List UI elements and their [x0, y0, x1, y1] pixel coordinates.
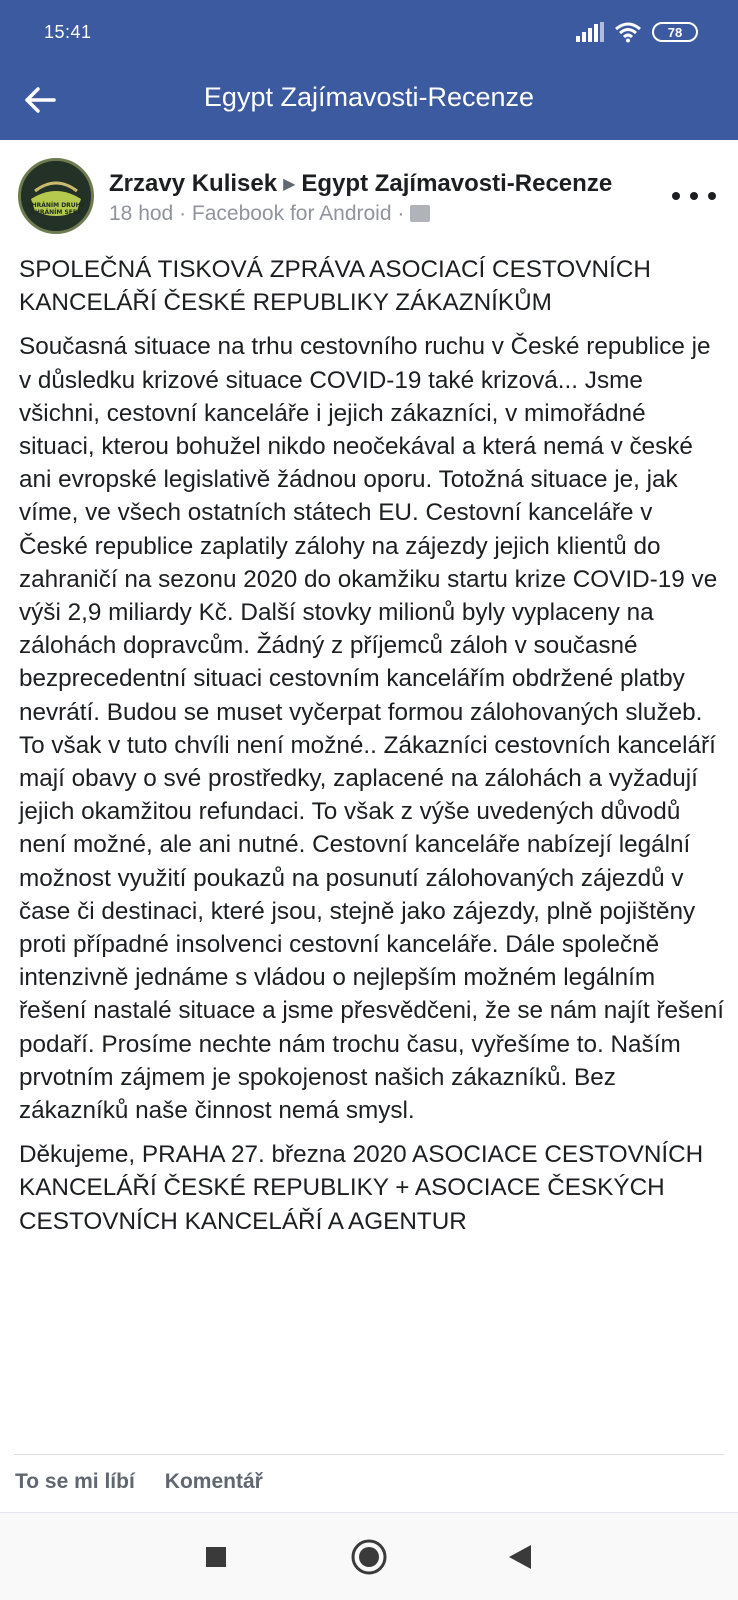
circle-icon: [350, 1538, 388, 1576]
app-bar: [0, 70, 738, 130]
signal-icon: [576, 22, 604, 42]
dot-icon: [690, 192, 698, 200]
avatar[interactable]: [18, 158, 94, 234]
system-nav-bar: [0, 1512, 738, 1600]
post-meta-text: 18 hod · Facebook for Android ·: [109, 202, 405, 225]
post-content: [19, 253, 725, 1249]
status-bar: [0, 0, 738, 60]
more-options-button[interactable]: [672, 184, 716, 208]
post-closing: Děkujeme, PRAHA 27. března 2020 ASOCIACE CESTOVNÍCH KANCELÁŘÍ ČESKÉ REPUBLIKY + ASOCIACE ČESKÝCH CESTOVNÍCH KANCELÁŘÍ A AGENTUR: [19, 1141, 704, 1235]
post-headline: SPOLEČNÁ TISKOVÁ ZPRÁVA ASOCIACÍ CESTOVNÍCH KANCELÁŘÍ ČESKÉ REPUBLIKY ZÁKAZNÍKŮM: [19, 256, 651, 317]
post-actions: [15, 1470, 263, 1504]
comment-button[interactable]: Komentář: [164, 1470, 263, 1493]
avatar-image: [21, 161, 91, 231]
post-meta: [109, 202, 430, 226]
like-button[interactable]: To se mi líbí: [15, 1470, 135, 1493]
caret-right-icon: ▶: [283, 176, 296, 193]
audience-icon: [410, 205, 430, 222]
post-header: [0, 140, 738, 240]
triangle-back-icon: [507, 1543, 533, 1571]
dot-icon: [708, 192, 716, 200]
post-body-text: Současná situace na trhu cestovního ruchu v České republice je v důsledku krizové situace COVID-19 také krizová... Jsme všichni, cestovní kanceláře i jejich zákazníci, v mimořádné situaci, kterou bohužel nikdo neočekával a která nemá v české ani evropské legislativě žádnou oporu. Totožná situace je, jak víme, ve všech ostatních státech EU. Cestovní kanceláře v České republice zaplatily zálohy na zájezdy jejich klientů do zahraničí na sezonu 2020 do okamžiku startu krize COVID-19 ve výši 2,9 miliardy Kč. Další stovky milionů byly vyplaceny na zálohách dopravcům. Žádný z příjemců záloh v současné bezprecedentní situaci cestovním kancelářím obdržené platby nevrátí. Budou se muset vyčerpat formou zálohovaných služeb. To však v tuto chvíli není možné.. Zákazníci cestovních kanceláří mají obavy o své prostředky, zaplacené na zálohách a vyžadují jejich okamžitou refundaci. To však z výše uvedených důvodů není možné, ale ani nutné. Cestovní kanceláře nabízejí legální možnost využití poukazů na posunutí zálohovaných zájezdů v čase či destinaci, které jsou, stejně jako zájezdy, plně pojištěny proti případné insolvenci cestovní kanceláře. Dále společně intenzivně jednáme s vládou o nejlepším možném legálním řešení nastalé situace a jsme přesvědčeni, že se nám najít řešení podaří. Prosíme nechte nám trochu času, vyřešíme to. Naším prvotním zájmem je spokojenost našich zákazníků. Bez zákazníků naše činnost nemá smysl.: [19, 333, 724, 1125]
author-name[interactable]: Zrzavy Kulisek: [109, 170, 278, 197]
group-name[interactable]: Egypt Zajímavosti-Recenze: [301, 170, 613, 197]
home-button[interactable]: [347, 1535, 391, 1579]
author-line: [109, 170, 612, 198]
dot-icon: [672, 192, 680, 200]
page-title: Egypt Zajímavosti-Recenze: [203, 82, 535, 112]
recents-button[interactable]: [194, 1535, 238, 1579]
square-icon: [204, 1545, 228, 1569]
battery-icon: 78: [652, 22, 698, 42]
svg-text:CHRÁNÍM SEBE: CHRÁNÍM SEBE: [30, 209, 82, 216]
divider: [14, 1454, 724, 1455]
status-time: 15:41: [44, 22, 92, 42]
app-header: [0, 0, 738, 140]
system-back-button[interactable]: [498, 1535, 542, 1579]
svg-text:CHRÁNÍM DRUHÉ: CHRÁNÍM DRUHÉ: [27, 202, 85, 209]
wifi-icon: [614, 21, 642, 43]
status-icons: [576, 20, 698, 44]
